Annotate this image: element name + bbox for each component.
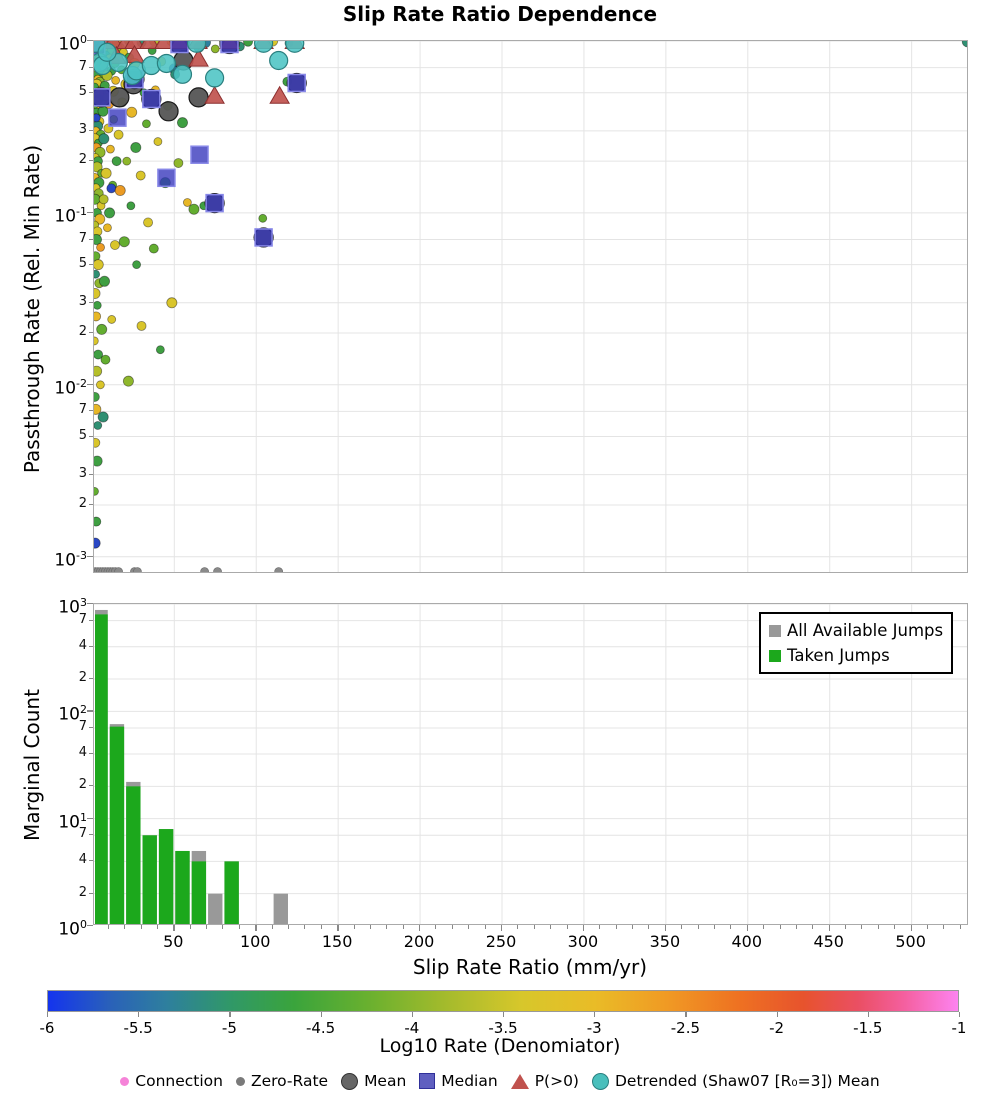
x-axis-label: Slip Rate Ratio (mm/yr) xyxy=(412,955,648,979)
y-tick-mark-minor xyxy=(89,753,93,754)
scatter-point-connection xyxy=(93,260,103,270)
x-tick-mark-minor xyxy=(632,925,633,929)
chart-title: Slip Rate Ratio Dependence xyxy=(342,2,658,26)
median-square-icon xyxy=(419,1073,435,1089)
colorbar-tick-mark xyxy=(138,1012,139,1017)
x-tick-mark-minor xyxy=(730,925,731,929)
x-tick-mark-minor xyxy=(108,925,109,929)
scatter-point-connection xyxy=(93,114,100,122)
x-tick-mark-minor xyxy=(567,925,568,929)
bar-taken xyxy=(159,829,173,925)
scatter-point-connection xyxy=(99,276,109,286)
x-tick-mark-minor xyxy=(517,925,518,929)
colorbar-tick-label: -4.5 xyxy=(305,1019,336,1037)
scatter-point-detrended xyxy=(188,40,206,52)
scatter-point-connection xyxy=(93,438,100,447)
y-tick-mark xyxy=(87,603,93,604)
y-tick-mark xyxy=(87,818,93,819)
y-tick-mark-minor xyxy=(89,678,93,679)
x-tick-mark-minor xyxy=(304,925,305,929)
y-tick-minor-label: 4 xyxy=(78,852,87,868)
scatter-point-mean xyxy=(159,102,178,121)
scatter-point-connection xyxy=(133,261,141,269)
x-tick-mark-minor xyxy=(288,925,289,929)
y-tick-minor-label: 5 xyxy=(78,427,87,443)
scatter-point-connection xyxy=(104,208,114,218)
scatter-point-detrended xyxy=(157,54,175,72)
scatter-point-median xyxy=(158,169,175,186)
colorbar-tick-mark xyxy=(503,1012,504,1017)
x-tick-mark xyxy=(419,925,420,931)
x-tick-mark-minor xyxy=(403,925,404,929)
scatter-point-connection xyxy=(97,243,105,251)
colorbar xyxy=(47,990,959,1012)
y-tick-mark-minor xyxy=(89,332,93,333)
scatter-plot-panel xyxy=(93,40,968,573)
scatter-point-connection xyxy=(93,538,100,548)
y-tick-mark-minor xyxy=(89,834,93,835)
scatter-point-detrended xyxy=(270,52,288,70)
scatter-point-connection xyxy=(107,184,116,193)
scatter-point-connection xyxy=(93,288,100,298)
scatter-point-zero-rate xyxy=(275,568,283,573)
mean-label: Mean xyxy=(364,1072,407,1090)
scatter-point-connection xyxy=(93,392,99,401)
x-tick-mark-minor xyxy=(468,925,469,929)
scatter-point-connection xyxy=(115,185,125,195)
x-tick-mark xyxy=(173,925,174,931)
y-tick-mark xyxy=(87,710,93,711)
p-gt0-label: P(>0) xyxy=(534,1072,579,1090)
bar-all-available xyxy=(274,894,288,925)
x-tick-mark xyxy=(583,925,584,931)
colorbar-tick-mark xyxy=(777,1012,778,1017)
scatter-point-connection xyxy=(136,171,145,180)
p-gt0-triangle-icon xyxy=(511,1074,529,1089)
scatter-point-connection xyxy=(131,142,141,152)
x-tick-mark-minor xyxy=(960,925,961,929)
scatter-point-median xyxy=(221,40,238,53)
x-tick-label: 350 xyxy=(649,932,681,951)
scatter-point-connection xyxy=(99,134,109,144)
x-tick-mark-minor xyxy=(157,925,158,929)
scatter-point-connection xyxy=(112,157,121,166)
colorbar-tick-mark xyxy=(412,1012,413,1017)
x-tick-mark-minor xyxy=(239,925,240,929)
x-tick-mark-minor xyxy=(812,925,813,929)
x-tick-mark-minor xyxy=(616,925,617,929)
x-tick-mark-minor xyxy=(763,925,764,929)
y-tick-mark xyxy=(87,556,93,557)
x-tick-mark-minor xyxy=(714,925,715,929)
taken-jumps-swatch xyxy=(769,650,781,662)
y-tick-major-label: $10^{-3}$ xyxy=(54,548,87,571)
y-tick-mark-minor xyxy=(89,474,93,475)
scatter-point-median xyxy=(143,90,160,107)
scatter-point-zero-rate xyxy=(201,568,209,573)
colorbar-tick-label: -3 xyxy=(586,1019,602,1037)
colorbar-tick-label: -2 xyxy=(769,1019,785,1037)
bar-taken xyxy=(95,614,108,925)
scatter-point-connection xyxy=(93,366,102,376)
y-tick-minor-label: 7 xyxy=(78,58,87,74)
bar-all-available xyxy=(208,894,222,925)
colorbar-tick-mark xyxy=(959,1012,960,1017)
colorbar-tick-label: -6 xyxy=(39,1019,55,1037)
legend-pgt0 xyxy=(511,1072,579,1090)
y-tick-mark-minor xyxy=(89,92,93,93)
scatter-point-connection xyxy=(189,204,199,214)
x-tick-mark-minor xyxy=(321,925,322,929)
y-tick-minor-label: 2 xyxy=(78,670,87,686)
bar-taken xyxy=(143,835,157,925)
y-tick-mark xyxy=(87,925,93,926)
scatter-point-connection xyxy=(154,138,162,146)
y-tick-mark-minor xyxy=(89,302,93,303)
y-tick-minor-label: 5 xyxy=(78,255,87,271)
y-tick-major-label: $10^{-2}$ xyxy=(54,376,87,399)
scatter-point-median xyxy=(288,74,305,91)
bar-taken xyxy=(192,861,206,925)
y-tick-minor-label: 7 xyxy=(78,402,87,418)
x-tick-label: 100 xyxy=(239,932,271,951)
scatter-point-connection xyxy=(156,346,164,354)
y-tick-minor-label: 3 xyxy=(78,121,87,137)
y-tick-major-label: $10^2$ xyxy=(58,703,87,725)
scatter-point-connection xyxy=(98,412,108,422)
histogram-legend xyxy=(759,612,953,674)
scatter-point-connection xyxy=(243,40,252,46)
y-tick-minor-label: 7 xyxy=(78,718,87,734)
y-tick-mark-minor xyxy=(89,860,93,861)
x-tick-mark-minor xyxy=(599,925,600,929)
scatter-point-connection xyxy=(94,421,102,429)
detrended-circle-icon xyxy=(592,1073,609,1090)
legend-detrended xyxy=(592,1072,880,1090)
scatter-point-zero-rate xyxy=(133,568,141,573)
scatter-point-connection xyxy=(99,195,108,204)
x-tick-mark-minor xyxy=(878,925,879,929)
scatter-point-connection xyxy=(106,145,114,153)
scatter-point-connection xyxy=(127,107,137,117)
x-tick-mark xyxy=(665,925,666,931)
x-tick-mark xyxy=(501,925,502,931)
y-tick-mark-minor xyxy=(89,67,93,68)
y-tick-minor-label: 3 xyxy=(78,465,87,481)
y-tick-mark-minor xyxy=(89,727,93,728)
y-tick-mark xyxy=(87,212,93,213)
scatter-point-median xyxy=(191,146,208,163)
scatter-point-connection xyxy=(112,76,120,84)
y-tick-major-label: $10^0$ xyxy=(58,33,87,55)
colorbar-tick-mark xyxy=(868,1012,869,1017)
zero-rate-label: Zero-Rate xyxy=(250,1072,329,1090)
bar-taken xyxy=(110,727,124,925)
scatter-point-connection xyxy=(97,324,107,334)
x-tick-mark-minor xyxy=(894,925,895,929)
scatter-point-connection xyxy=(167,298,177,308)
x-tick-mark-minor xyxy=(698,925,699,929)
marker-legend-row xyxy=(0,1072,1000,1090)
colorbar-tick-mark xyxy=(321,1012,322,1017)
x-tick-mark-minor xyxy=(141,925,142,929)
scatter-point-connection xyxy=(177,118,187,128)
colorbar-tick-label: -3.5 xyxy=(488,1019,518,1037)
legend-entry-taken xyxy=(769,643,943,668)
x-tick-label: 250 xyxy=(485,932,517,951)
x-tick-mark-minor xyxy=(796,925,797,929)
scatter-point-connection xyxy=(149,244,158,253)
y-tick-minor-label: 7 xyxy=(78,611,87,627)
x-tick-mark-minor xyxy=(927,925,928,929)
colorbar-tick-mark xyxy=(47,1012,48,1017)
y-tick-mark-minor xyxy=(89,504,93,505)
scatter-point-connection xyxy=(108,315,116,323)
scatter-point-connection xyxy=(259,214,267,222)
scatter-point-connection xyxy=(123,376,133,386)
y-tick-mark-minor xyxy=(89,620,93,621)
scatter-point-connection xyxy=(962,40,968,47)
scatter-point-connection xyxy=(114,130,123,139)
scatter-point-connection xyxy=(174,158,183,167)
y-tick-minor-label: 7 xyxy=(78,230,87,246)
scatter-point-mean xyxy=(189,88,208,107)
y-tick-mark-minor xyxy=(89,264,93,265)
y-tick-major-label: $10^3$ xyxy=(58,596,87,618)
scatter-point-median xyxy=(206,195,223,212)
y-tick-mark-minor xyxy=(89,239,93,240)
x-tick-label: 150 xyxy=(321,932,353,951)
y-tick-mark xyxy=(87,384,93,385)
scatter-point-median xyxy=(171,40,188,53)
y-tick-minor-label: 4 xyxy=(78,637,87,653)
y-tick-mark xyxy=(87,40,93,41)
bottom-y-axis-label: Marginal Count xyxy=(20,689,44,841)
scatter-point-connection xyxy=(103,224,111,232)
y-tick-mark-minor xyxy=(89,893,93,894)
colorbar-tick-label: -4 xyxy=(404,1019,420,1037)
scatter-point-connection xyxy=(142,120,150,128)
scatter-point-median xyxy=(109,109,126,126)
scatter-point-connection xyxy=(93,456,102,466)
x-tick-label: 50 xyxy=(163,932,184,951)
legend-entry-all-available xyxy=(769,618,943,643)
y-tick-mark-minor xyxy=(89,785,93,786)
y-tick-minor-label: 7 xyxy=(78,826,87,842)
y-tick-mark-minor xyxy=(89,410,93,411)
x-tick-mark-minor xyxy=(861,925,862,929)
all-available-label: All Available Jumps xyxy=(787,621,944,640)
scatter-point-median xyxy=(255,229,272,246)
colorbar-tick-label: -1.5 xyxy=(853,1019,883,1037)
scatter-point-connection xyxy=(93,270,100,278)
y-tick-mark-minor xyxy=(89,130,93,131)
scatter-point-connection xyxy=(93,337,98,345)
scatter-point-connection xyxy=(119,237,129,247)
colorbar-tick-label: -5 xyxy=(221,1019,237,1037)
y-tick-major-label: $10^1$ xyxy=(58,810,87,833)
taken-jumps-label: Taken Jumps xyxy=(787,646,890,665)
scatter-point-detrended xyxy=(255,40,273,52)
y-tick-minor-label: 2 xyxy=(78,324,87,340)
x-tick-label: 400 xyxy=(731,932,763,951)
x-tick-mark-minor xyxy=(206,925,207,929)
colorbar-tick-mark xyxy=(594,1012,595,1017)
x-tick-label: 450 xyxy=(813,932,844,951)
scatter-point-connection xyxy=(127,202,135,210)
scatter-point-detrended xyxy=(286,40,304,52)
legend-mean xyxy=(341,1072,406,1090)
scatter-point-connection xyxy=(110,241,119,250)
colorbar-tick-mark xyxy=(685,1012,686,1017)
y-tick-minor-label: 2 xyxy=(78,152,87,168)
scatter-point-connection xyxy=(101,168,111,178)
y-tick-mark-minor xyxy=(89,160,93,161)
x-tick-mark-minor xyxy=(190,925,191,929)
scatter-point-connection xyxy=(96,381,104,389)
y-tick-minor-label: 3 xyxy=(78,293,87,309)
scatter-point-median xyxy=(93,89,110,106)
scatter-point-connection xyxy=(93,517,101,526)
x-tick-mark-minor xyxy=(681,925,682,929)
scatter-point-zero-rate xyxy=(214,568,222,573)
x-tick-mark xyxy=(829,925,830,931)
x-tick-mark xyxy=(911,925,912,931)
y-tick-minor-label: 5 xyxy=(78,83,87,99)
x-tick-mark-minor xyxy=(124,925,125,929)
y-tick-major-label: $10^0$ xyxy=(58,917,87,940)
scatter-point-detrended xyxy=(98,43,116,61)
bar-taken xyxy=(126,786,140,925)
top-y-axis-label: Passthrough Rate (Rel. Min Rate) xyxy=(20,144,44,474)
zero-rate-dot-icon xyxy=(236,1077,245,1086)
x-tick-mark-minor xyxy=(550,925,551,929)
scatter-point-connection xyxy=(211,45,219,53)
x-tick-mark-minor xyxy=(435,925,436,929)
colorbar-tick-label: -2.5 xyxy=(670,1019,701,1037)
bar-taken xyxy=(224,861,238,925)
x-tick-mark-minor xyxy=(452,925,453,929)
scatter-point-zero-rate xyxy=(115,568,123,573)
x-tick-mark-minor xyxy=(370,925,371,929)
scatter-point-connection xyxy=(144,218,153,227)
y-tick-mark-minor xyxy=(89,646,93,647)
x-tick-mark xyxy=(747,925,748,931)
y-tick-minor-label: 2 xyxy=(78,777,87,793)
scatter-point-connection xyxy=(101,355,110,364)
x-tick-mark-minor xyxy=(272,925,273,929)
scatter-point-detrended xyxy=(206,69,224,87)
colorbar-tick-mark xyxy=(229,1012,230,1017)
all-available-swatch xyxy=(769,625,781,637)
scatter-point-p-gt0 xyxy=(270,87,289,104)
scatter-point-connection xyxy=(93,487,98,495)
y-tick-minor-label: 2 xyxy=(78,495,87,511)
colorbar-tick-label: -1 xyxy=(951,1019,967,1037)
connection-dot-icon xyxy=(120,1077,129,1086)
legend-median xyxy=(419,1072,497,1090)
x-tick-mark-minor xyxy=(845,925,846,929)
x-tick-mark-minor xyxy=(648,925,649,929)
x-tick-mark-minor xyxy=(485,925,486,929)
x-tick-label: 500 xyxy=(895,932,926,951)
y-tick-minor-label: 4 xyxy=(78,745,87,761)
median-label: Median xyxy=(441,1072,498,1090)
scatter-point-connection xyxy=(137,321,146,330)
connection-label: Connection xyxy=(135,1072,223,1090)
y-tick-mark-minor xyxy=(89,436,93,437)
x-tick-mark-minor xyxy=(354,925,355,929)
x-tick-mark-minor xyxy=(780,925,781,929)
mean-circle-icon xyxy=(341,1073,358,1090)
bar-taken xyxy=(175,851,189,925)
scatter-point-connection xyxy=(93,312,101,321)
legend-zero-rate xyxy=(236,1072,328,1090)
colorbar-tick-label: -5.5 xyxy=(123,1019,153,1037)
x-tick-mark xyxy=(255,925,256,931)
y-tick-minor-label: 2 xyxy=(78,884,87,900)
y-tick-major-label: $10^{-1}$ xyxy=(54,204,87,227)
detrended-label: Detrended (Shaw07 [R₀=3]) Mean xyxy=(614,1072,880,1090)
scatter-point-detrended xyxy=(173,65,191,83)
x-tick-label: 300 xyxy=(567,932,599,951)
scatter-point-connection xyxy=(93,301,101,309)
scatter-point-connection xyxy=(123,157,131,165)
x-tick-mark-minor xyxy=(943,925,944,929)
legend-connection xyxy=(120,1072,223,1090)
colorbar-label: Log10 Rate (Denomiator) xyxy=(379,1035,621,1057)
x-tick-label: 200 xyxy=(403,932,435,951)
x-tick-mark-minor xyxy=(222,925,223,929)
x-tick-mark xyxy=(337,925,338,931)
x-tick-mark-minor xyxy=(386,925,387,929)
x-tick-mark-minor xyxy=(534,925,535,929)
